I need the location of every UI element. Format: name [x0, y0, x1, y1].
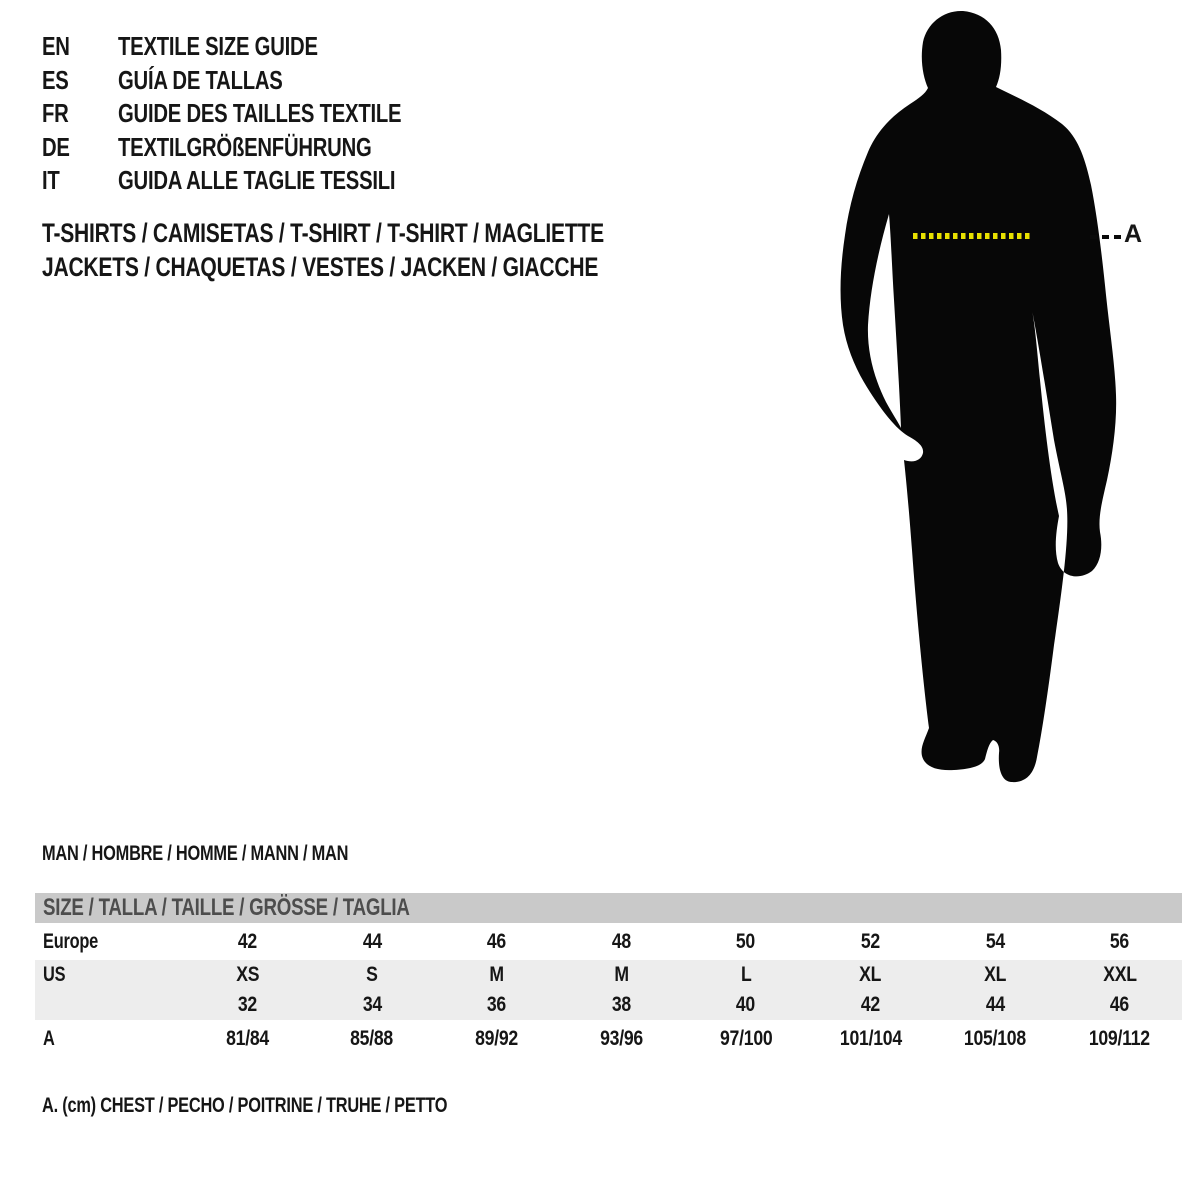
size-value: 34	[362, 993, 382, 1016]
size-value: 46	[486, 929, 507, 953]
size-value: XS	[235, 963, 259, 986]
table-row-us	[35, 960, 1182, 990]
size-table-header-label: SIZE / TALLA / TAILLE / GRÖSSE / TAGLIA	[43, 894, 410, 921]
size-value: 48	[611, 929, 631, 953]
size-value: 38	[611, 993, 631, 1016]
language-row	[42, 30, 481, 64]
language-code: DE	[42, 131, 70, 162]
size-value: 54	[985, 929, 1005, 953]
size-value: 44	[985, 993, 1005, 1016]
man-silhouette-shape	[841, 11, 1117, 782]
size-value: 85/88	[350, 1026, 394, 1050]
size-value: 56	[1110, 929, 1130, 953]
table-row-europe	[35, 923, 1182, 960]
language-row	[42, 97, 481, 131]
size-value: 36	[486, 993, 507, 1016]
measure-label-a: A	[1124, 220, 1143, 248]
size-value: 50	[736, 929, 756, 953]
language-code: ES	[42, 64, 69, 95]
category-line-tshirts: T-SHIRTS / CAMISETAS / T-SHIRT / T-SHIRT / MAGLIETTE	[42, 218, 604, 248]
size-value: 42	[237, 929, 257, 953]
size-value: 44	[362, 929, 382, 953]
language-title: TEXTILGRÖßENFÜHRUNG	[118, 131, 372, 162]
row-label: Europe	[43, 929, 99, 953]
language-row	[42, 64, 481, 98]
size-value: 109/112	[1089, 1026, 1151, 1050]
size-table-header	[35, 893, 1182, 923]
size-table	[35, 893, 1182, 1057]
section-heading-man: MAN / HOMBRE / HOMME / MANN / MAN	[42, 842, 349, 865]
category-line-jackets: JACKETS / CHAQUETAS / VESTES / JACKEN / GIACCHE	[42, 252, 599, 282]
language-code: IT	[42, 165, 60, 196]
table-row-chest-cm	[35, 1020, 1182, 1057]
size-value: XXL	[1102, 963, 1137, 986]
size-value: 81/84	[225, 1026, 269, 1050]
language-title: GUIDE DES TAILLES TEXTILE	[118, 98, 402, 129]
language-list	[42, 30, 481, 198]
language-code: FR	[42, 98, 69, 129]
language-row	[42, 131, 481, 165]
row-label: A	[43, 1026, 55, 1050]
row-label: US	[43, 963, 66, 986]
size-value: 97/100	[719, 1026, 773, 1050]
size-value: 105/108	[964, 1026, 1027, 1050]
size-value: S	[366, 963, 378, 986]
language-title: TEXTILE SIZE GUIDE	[118, 31, 318, 62]
size-value: 93/96	[599, 1026, 643, 1050]
size-value: XL	[859, 963, 882, 986]
size-value: M	[613, 963, 629, 986]
size-value: 52	[860, 929, 880, 953]
size-value: XL	[984, 963, 1007, 986]
table-row-numeric	[35, 990, 1182, 1020]
size-value: L	[740, 963, 752, 986]
size-value: 42	[860, 993, 880, 1016]
language-code: EN	[42, 31, 70, 62]
category-heading	[42, 216, 762, 284]
language-title: GUIDA ALLE TAGLIE TESSILI	[118, 165, 396, 196]
size-value: 32	[237, 993, 257, 1016]
size-value: 40	[736, 993, 756, 1016]
man-silhouette	[840, 0, 1160, 800]
language-row	[42, 164, 481, 198]
size-value: 101/104	[839, 1026, 902, 1050]
size-value: 46	[1110, 993, 1130, 1016]
size-value: 89/92	[475, 1026, 519, 1050]
language-title: GUÍA DE TALLAS	[118, 64, 283, 95]
size-value: M	[489, 963, 504, 986]
measurement-footnote: A. (cm) CHEST / PECHO / POITRINE / TRUHE / PETTO	[42, 1094, 448, 1117]
